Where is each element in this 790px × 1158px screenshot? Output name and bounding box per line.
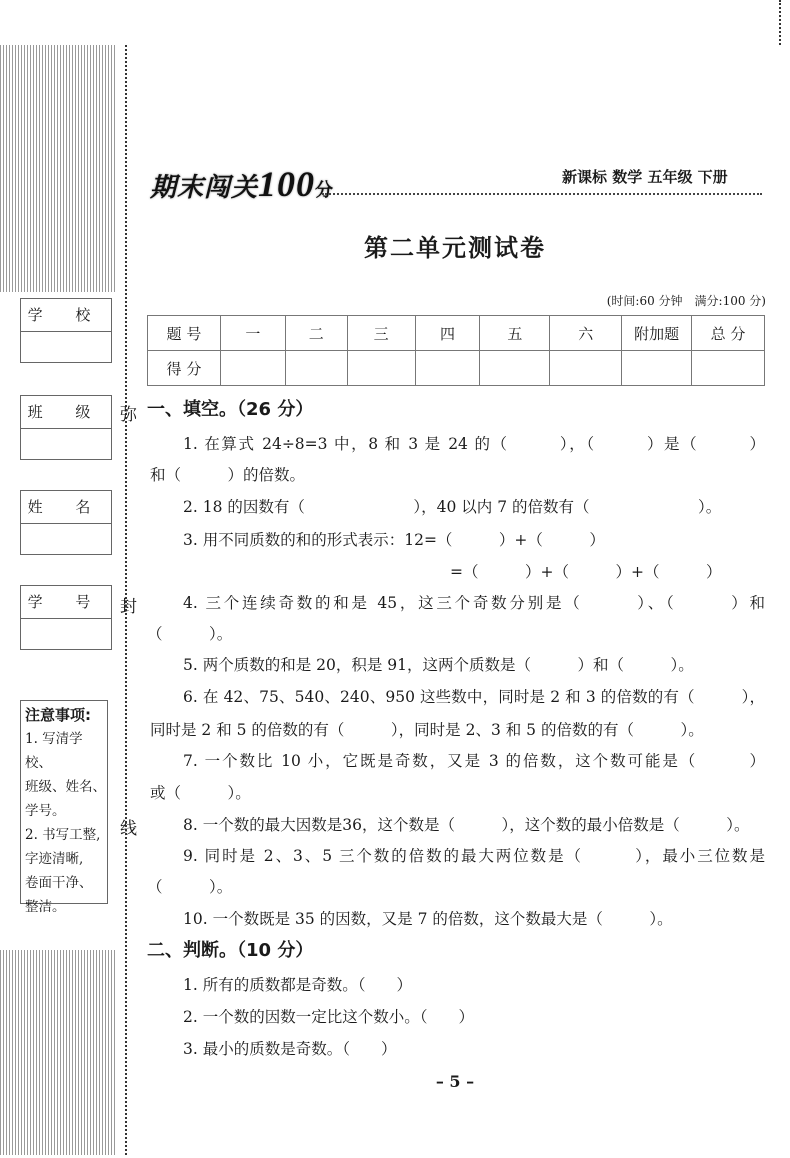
question-line: 8. 一个数的最大因数是36，这个数是（ ），这个数的最小倍数是（ ）。 bbox=[183, 816, 750, 834]
note-line: 卷面干净、 bbox=[25, 875, 93, 891]
question-line: 3. 最小的质数是奇数。（ ） bbox=[183, 1040, 397, 1058]
note-line: 2. 书写工整, bbox=[25, 827, 101, 843]
header-cell: 一 bbox=[220, 316, 285, 351]
question-line: 3. 用不同质数的和的形式表示：12=（ ）+（ ） bbox=[183, 531, 605, 549]
header-divider bbox=[322, 193, 762, 195]
header-cell: 三 bbox=[347, 316, 415, 351]
question-line: 或（ ）。 bbox=[150, 784, 251, 802]
row-label: 得 分 bbox=[148, 351, 221, 386]
notes-box bbox=[20, 700, 108, 915]
header-cell: 题 号 bbox=[148, 316, 221, 351]
seal-char: 弥 bbox=[120, 405, 137, 425]
score-cell[interactable] bbox=[550, 351, 622, 386]
class-field[interactable] bbox=[20, 395, 112, 460]
question-line: 5. 两个质数的和是 20，积是 91，这两个质数是（ ）和（ ）。 bbox=[183, 656, 694, 674]
header-cell: 五 bbox=[480, 316, 550, 351]
note-line: 字迹清晰, bbox=[25, 851, 84, 867]
notes-title: 注意事项: bbox=[25, 706, 91, 724]
note-line: 班级、姓名、 bbox=[25, 779, 106, 795]
page-title: 第二单元测试卷 bbox=[364, 233, 546, 262]
question-line: 和（ ）的倍数。 bbox=[150, 466, 306, 484]
school-field[interactable] bbox=[20, 298, 112, 363]
note-line: 整洁。 bbox=[25, 899, 66, 915]
question-line: 9. 同时是 2、3、5 三个数的倍数的最大两位数是（ ），最小三位数是 bbox=[183, 847, 765, 865]
score-cell[interactable] bbox=[692, 351, 765, 386]
brand-logo: 期末闯关100分 bbox=[150, 164, 335, 204]
note-line: 1. 写清学校、 bbox=[25, 731, 83, 771]
header-cell: 六 bbox=[550, 316, 622, 351]
header-cell: 总 分 bbox=[692, 316, 765, 351]
note-line: 学号。 bbox=[25, 803, 66, 819]
score-cell[interactable] bbox=[347, 351, 415, 386]
exam-meta: (时间:60 分钟 满分:100 分) bbox=[606, 294, 766, 308]
header-cell: 二 bbox=[285, 316, 347, 351]
field-label: 姓 名 bbox=[21, 491, 111, 524]
score-cell[interactable] bbox=[480, 351, 550, 386]
table-header-row bbox=[148, 316, 765, 351]
seal-char: 线 bbox=[120, 819, 137, 839]
seal-char: 封 bbox=[120, 597, 137, 617]
decorative-pattern bbox=[0, 950, 116, 1155]
page-number: – 5 – bbox=[435, 1072, 475, 1091]
field-label: 学 号 bbox=[21, 586, 111, 619]
question-line: 6. 在 42、75、540、240、950 这些数中，同时是 2 和 3 的倍数的有（ ）， bbox=[183, 688, 765, 706]
question-line: 1. 所有的质数都是奇数。（ ） bbox=[183, 976, 412, 994]
name-field[interactable] bbox=[20, 490, 112, 555]
question-line: 2. 一个数的因数一定比这个数小。（ ） bbox=[183, 1008, 474, 1026]
score-table bbox=[147, 315, 765, 386]
field-label: 班 级 bbox=[21, 396, 111, 429]
question-line: 2. 18 的因数有（ ），40 以内 7 的倍数有（ ）。 bbox=[183, 498, 722, 516]
section-title: 二、判断。（10 分） bbox=[147, 940, 314, 961]
header-cell: 附加题 bbox=[622, 316, 692, 351]
field-label: 学 校 bbox=[21, 299, 111, 332]
score-cell[interactable] bbox=[285, 351, 347, 386]
series-label: 新课标 数学 五年级 下册 bbox=[562, 168, 728, 186]
question-line: 同时是 2 和 5 的倍数的有（ ），同时是 2、3 和 5 的倍数的有（ ）。 bbox=[150, 721, 704, 739]
question-line: 1. 在算式 24÷8=3 中，8 和 3 是 24 的（ ），（ ）是（ ） bbox=[183, 435, 765, 453]
section-title: 一、填空。（26 分） bbox=[147, 399, 314, 420]
question-line: 10. 一个数既是 35 的因数，又是 7 的倍数，这个数最大是（ ）。 bbox=[183, 910, 673, 928]
question-line: （ ）。 bbox=[147, 878, 233, 896]
student-id-field[interactable] bbox=[20, 585, 112, 650]
score-row bbox=[148, 351, 765, 386]
score-cell[interactable] bbox=[415, 351, 480, 386]
question-line: 4. 三个连续奇数的和是 45，这三个奇数分别是（ ）、（ ）和 bbox=[183, 594, 765, 612]
question-line: （ ）。 bbox=[147, 625, 233, 643]
question-line: 7. 一个数比 10 小，它既是奇数，又是 3 的倍数，这个数可能是（ ） bbox=[183, 752, 765, 770]
score-cell[interactable] bbox=[622, 351, 692, 386]
header-cell: 四 bbox=[415, 316, 480, 351]
cut-line bbox=[779, 0, 781, 45]
question-line: =（ ）+（ ）+（ ） bbox=[450, 563, 722, 581]
score-cell[interactable] bbox=[220, 351, 285, 386]
